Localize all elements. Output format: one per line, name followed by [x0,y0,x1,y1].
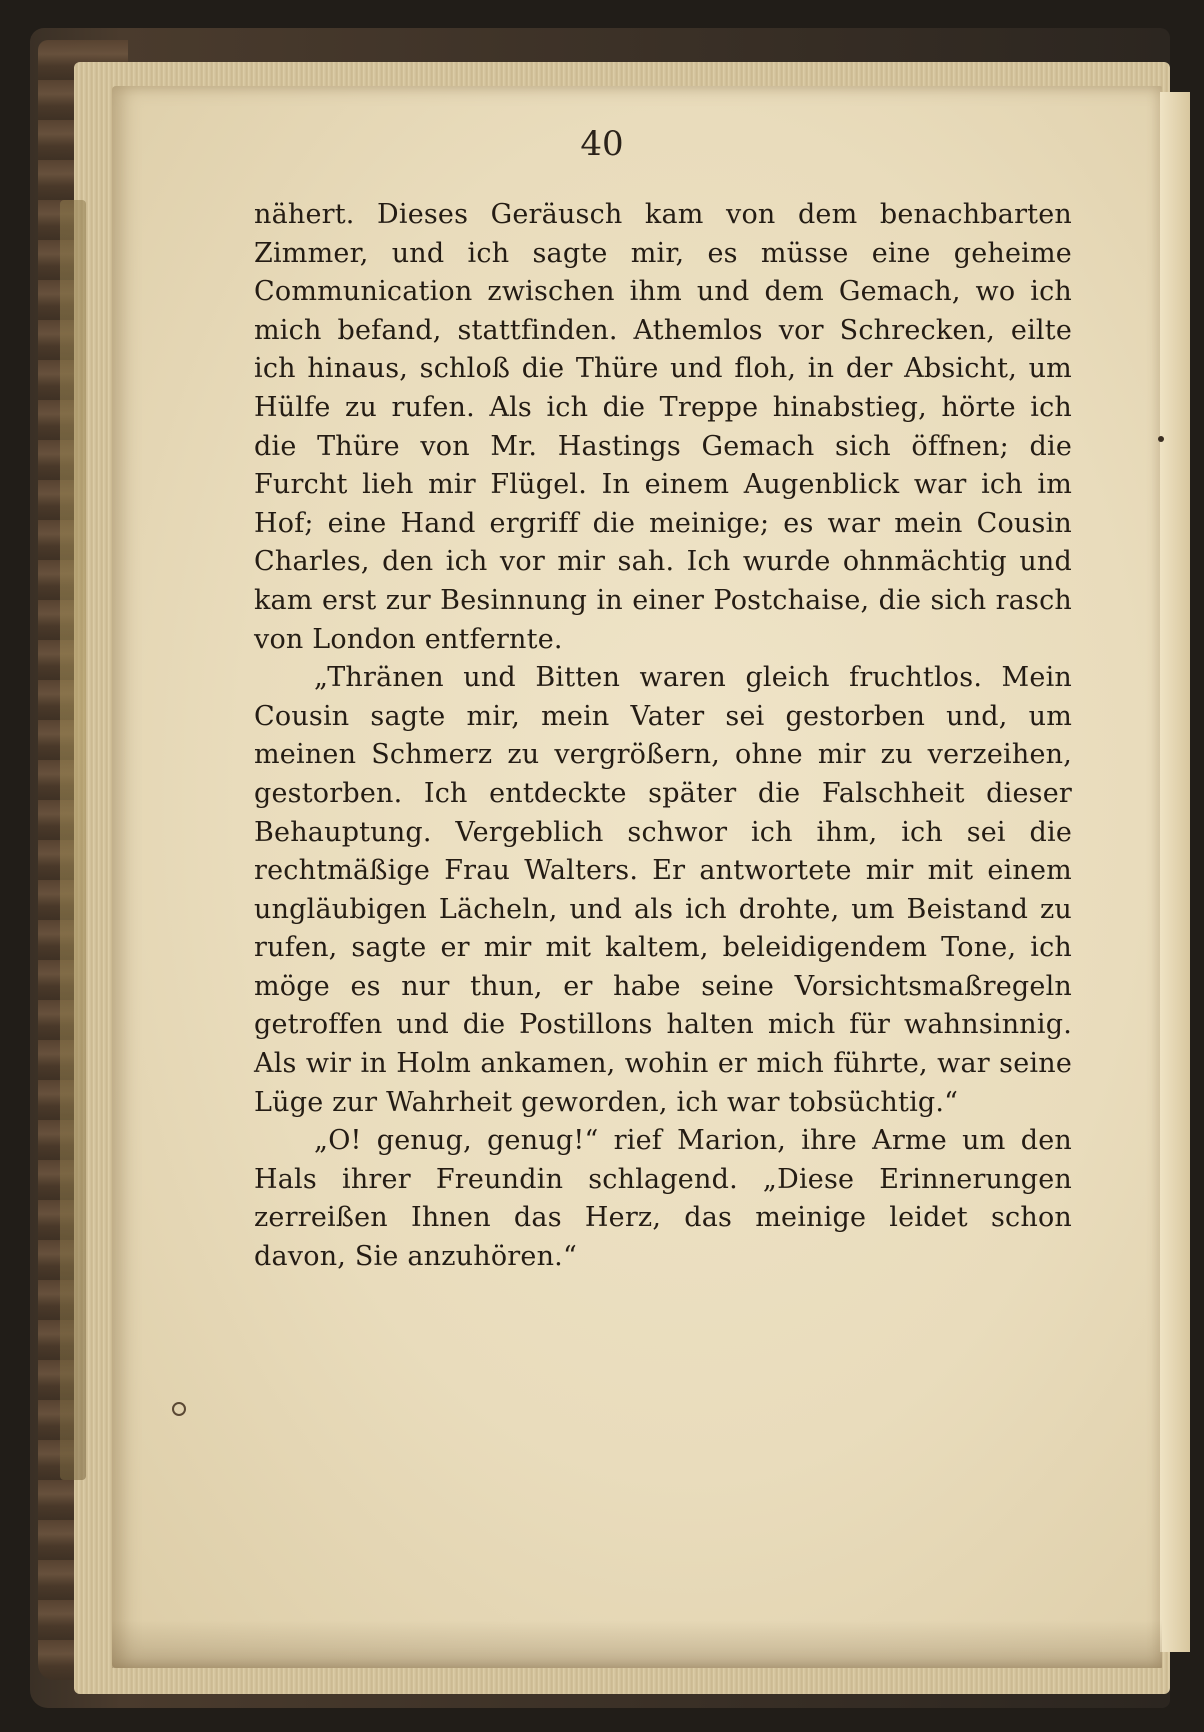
ink-mark [172,1402,186,1416]
page-text [254,196,1072,1277]
page-bottom-shadow [112,1620,1162,1668]
paragraph-2: „Thränen und Bitten waren gleich fruchtlos. Mein Cousin sagte mir, mein Vater sei gestorben und, um meinen Schmerz zu vergrößern, ohne mir zu verzeihen, gestorben. Ich entdeckte später die Falschheit dieser Behauptung. Vergeblich schwor ich ihm, ich sei die rechtmäßige Frau Walters. Er antwortete mir mit einem ungläubigen Lächeln, und als ich drohte, um Beistand zu rufen, sagte er mir mit kaltem, beleidigendem Tone, ich möge es nur thun, er habe seine Vorsichtsmaßregeln getroffen und die Postillons halten mich für wahnsinnig. Als wir in Holm ankamen, wohin er mich führte, war seine Lüge zur Wahrheit geworden, ich war tobsüchtig.“ [254,662,1072,1118]
paragraph-1: nähert. Dieses Geräusch kam von dem benachbarten Zimmer, und ich sagte mir, es müsse eine geheime Communication zwischen ihm und dem Gemach, wo ich mich befand, stattfinden. Athemlos vor Schrecken, eilte ich hinaus, schloß die Thüre und floh, in der Absicht, um Hülfe zu rufen. Als ich die Treppe hinabstieg, hörte ich die Thüre von Mr. Hastings Gemach sich öffnen; die Furcht lieh mir Flügel. In einem Augenblick war ich im Hof; eine Hand ergriff die meinige; es war mein Cousin Charles, den ich vor mir sah. Ich wurde ohnmächtig und kam erst zur Besinnung in einer Postchaise, die sich rasch von London entfernte. [254,199,1072,655]
paragraph-3: „O! genug, genug!“ rief Marion, ihre Arme um den Hals ihrer Freundin schlagend. „Diese Erinnerungen zerreißen Ihnen das Herz, das meinige leidet schon davon, Sie anzuhören.“ [254,1125,1072,1273]
spine-stain [60,200,86,1480]
page-right-edge [1160,92,1190,1652]
ink-mark [1158,436,1164,442]
page-number: 40 [580,124,624,164]
